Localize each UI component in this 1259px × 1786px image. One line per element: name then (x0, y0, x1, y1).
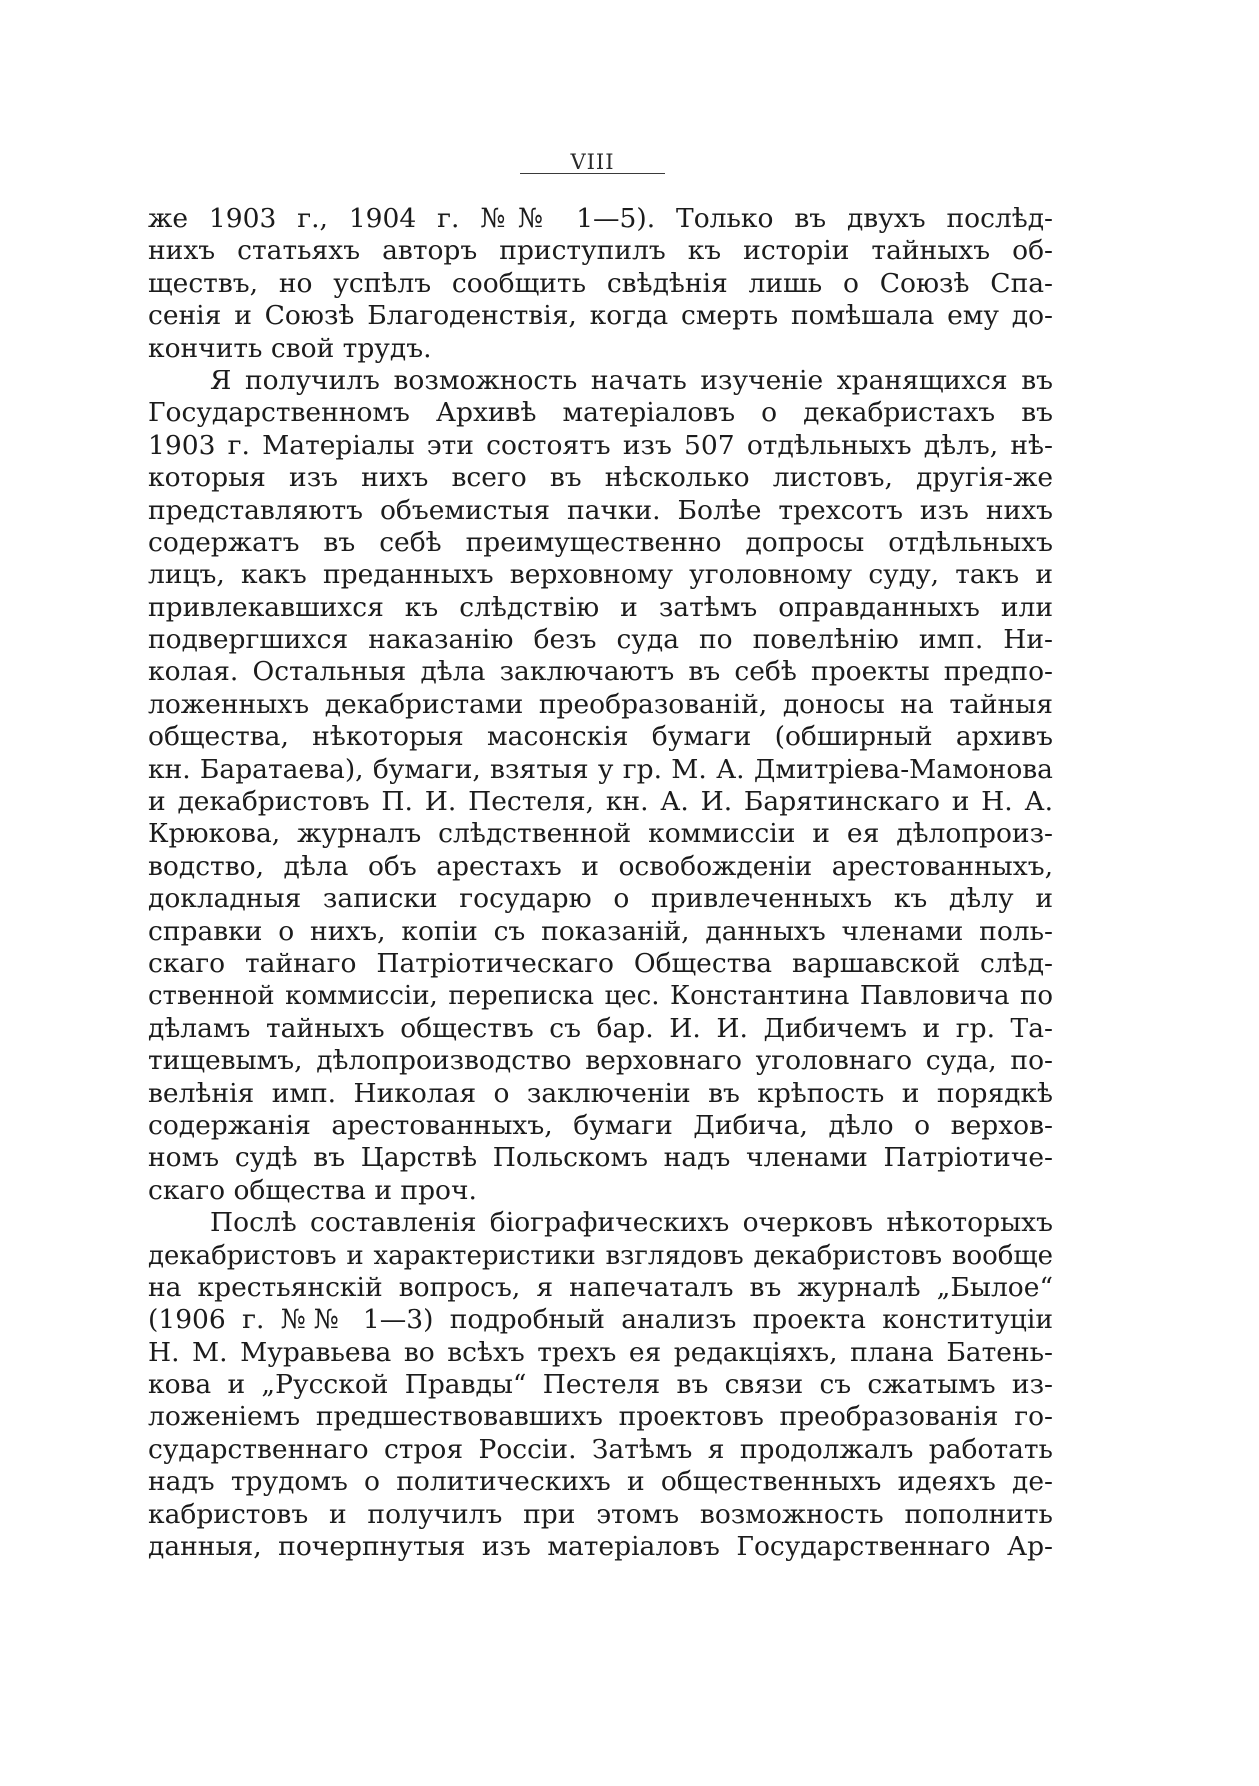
text-line: представляютъ объемистыя пачки. Болѣе трехсотъ изъ нихъ (148, 494, 1053, 526)
text-line: содержанія арестованныхъ, бумаги Дибича, дѣло о верхов- (148, 1109, 1053, 1141)
text-line: Крюкова, журналъ слѣдственной коммиссіи и ея дѣлопроиз- (148, 818, 1053, 850)
text-line: (1906 г. №№ 1—3) подробный анализъ проекта конституціи (148, 1304, 1053, 1336)
text-line: дѣламъ тайныхъ обществъ съ бар. И. И. Дибичемъ и гр. Та- (148, 1012, 1053, 1044)
page-number: VIII (570, 150, 615, 174)
text-line: содержатъ въ себѣ преимущественно допросы отдѣльныхъ (148, 526, 1053, 558)
text-line: кн. Баратаева), бумаги, взятыя у гр. М. А. Дмитріева-Мамонова (148, 753, 1053, 785)
text-line: кабристовъ и получилъ при этомъ возможность пополнить (148, 1498, 1053, 1530)
text-line: и декабристовъ П. И. Пестеля, кн. А. И. Барятинскаго и Н. А. (148, 786, 1053, 818)
text-line: велѣнія имп. Николая о заключеніи въ крѣпость и порядкѣ (148, 1077, 1053, 1109)
text-line: справки о нихъ, копіи съ показаній, данныхъ членами поль- (148, 915, 1053, 947)
text-line: номъ судѣ въ Царствѣ Польскомъ надъ членами Патріотиче- (148, 1142, 1053, 1174)
text-line: кова и „Русской Правды“ Пестеля въ связи съ сжатымъ из- (148, 1369, 1053, 1401)
text-line: сударственнаго строя Россіи. Затѣмъ я продолжалъ работать (148, 1433, 1053, 1465)
text-line: Послѣ составленія біографическихъ очерковъ нѣкоторыхъ (210, 1207, 1053, 1239)
text-line: ложенныхъ декабристами преобразованій, доносы на тайныя (148, 688, 1053, 720)
text-line: Я получилъ возможность начать изученіе хранящихся въ (210, 364, 1053, 396)
text-line: ложеніемъ предшествовавшихъ проектовъ преобразованія го- (148, 1401, 1053, 1433)
text-line: привлекавшихся къ слѣдствію и затѣмъ оправданныхъ или (148, 591, 1053, 623)
text-line: 1903 г. Матеріалы эти состоятъ изъ 507 отдѣльныхъ дѣлъ, нѣ- (148, 429, 1053, 461)
text-line: данныя, почерпнутыя изъ матеріаловъ Государственнаго Ар- (148, 1531, 1053, 1563)
text-line: надъ трудомъ о политическихъ и общественныхъ идеяхъ де- (148, 1466, 1053, 1498)
text-line: нихъ статьяхъ авторъ приступилъ къ исторіи тайныхъ об- (148, 235, 1053, 267)
text-line: общества, нѣкоторыя масонскія бумаги (обширный архивъ (148, 721, 1053, 753)
text-line: подвергшихся наказанію безъ суда по повелѣнію имп. Ни- (148, 624, 1053, 656)
body-text (148, 203, 1053, 1563)
text-line: декабристовъ и характеристики взглядовъ декабристовъ вообще (148, 1240, 1053, 1271)
text-line: Н. М. Муравьева во всѣхъ трехъ ея редакціяхъ, плана Батень- (148, 1336, 1053, 1368)
text-line: лицъ, какъ преданныхъ верховному уголовному суду, такъ и (148, 559, 1053, 591)
text-line: Государственномъ Архивѣ матеріаловъ о декабристахъ въ (148, 397, 1053, 429)
text-line: ственной коммиссіи, переписка цес. Константина Павловича по (148, 981, 1053, 1012)
text-line: ществъ, но успѣлъ сообщить свѣдѣнія лишь о Союзѣ Спа- (148, 267, 1053, 299)
text-line: которыя изъ нихъ всего въ нѣсколько листовъ, другія-же (148, 462, 1053, 494)
text-line: колая. Остальныя дѣла заключаютъ въ себѣ проекты предпо- (148, 656, 1053, 688)
text-line: водство, дѣла объ арестахъ и освобожденіи арестованныхъ, (148, 850, 1053, 882)
header-rule (520, 173, 665, 174)
text-line: сенія и Союзѣ Благоденствія, когда смерть помѣшала ему до- (148, 300, 1053, 332)
text-line: кончить свой трудъ. (148, 332, 432, 364)
text-line: скаго тайнаго Патріотическаго Общества варшавской слѣд- (148, 947, 1053, 979)
text-line: скаго общества и проч. (148, 1174, 477, 1206)
text-line: докладныя записки государю о привлеченныхъ къ дѣлу и (148, 883, 1053, 915)
text-line: же 1903 г., 1904 г. №№ 1—5). Только въ двухъ послѣд- (148, 203, 1053, 234)
text-line: тищевымъ, дѣлопроизводство верховнаго уголовнаго суда, по- (148, 1045, 1053, 1077)
text-line: на крестьянскій вопросъ, я напечаталъ въ журналѣ „Былое“ (148, 1271, 1053, 1303)
